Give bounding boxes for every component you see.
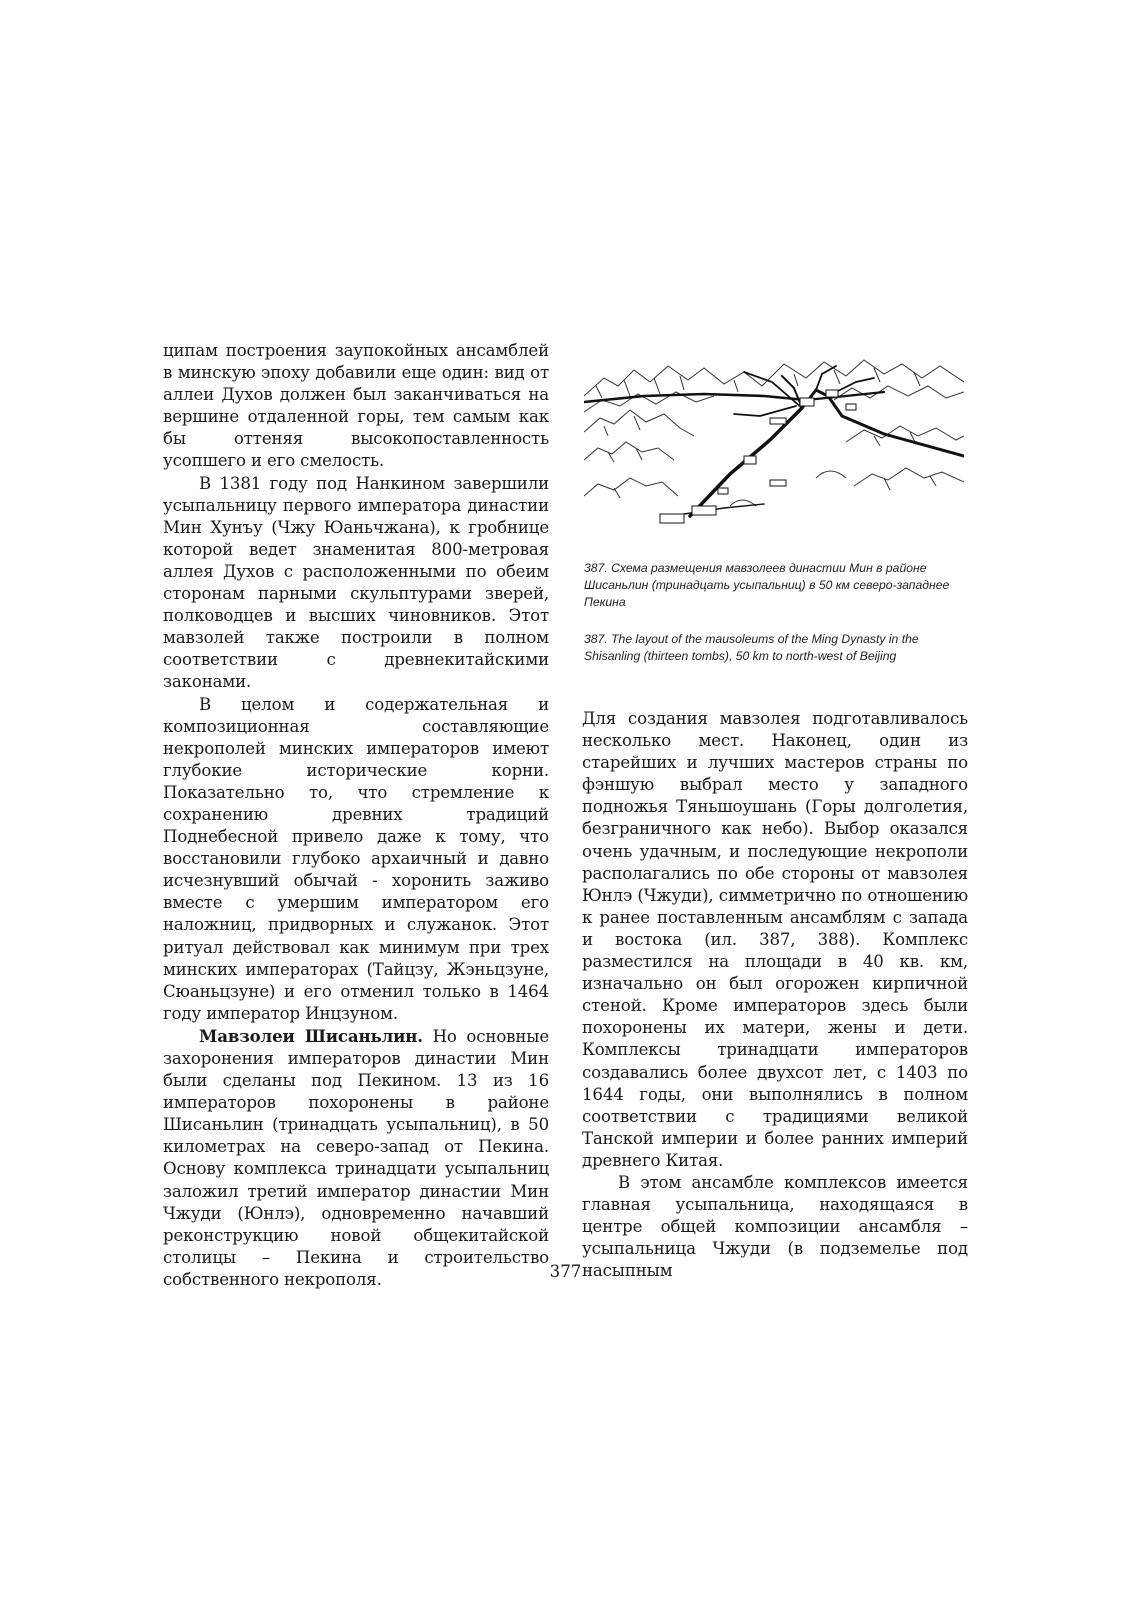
section-heading: Мавзолеи Шисаньлин. (199, 1025, 423, 1046)
paragraph-text: Но основные захоронения императоров династии Мин были сделаны под Пекином. 13 из 16 императоров похоронены в районе Шисаньлин (тринадцать усыпальниц), в 50 километрах на северо-запад от Пекина. Основу комплекса тринадцати усыпальниц заложил третий император династии Мин Чжуди (Юнлэ), одновременно начавший реконструкцию новой общекитайской столицы – Пекина и строительство собственного некрополя. (163, 1026, 549, 1289)
paragraph: В 1381 году под Нанкином завершили усыпальницу первого императора династии Мин Хунъу (Чжу Юаньчжана), к гробнице которой ведет знаменитая 800-метровая аллея Духов с расположенными по обеим сторонам парными скульптурами зверей, полководцев и высших чиновников. Этот мавзолей также построили в полном соответствии с древнекитайскими законами. (163, 473, 549, 692)
paragraph: Для создания мавзолея подготавливалось несколько мест. Наконец, один из старейших и лучших мастеров страны по фэншую выбрал место у западного подножья Тяньшоушань (Горы долголетия, безграничного как небо). Выбор оказался очень удачным, и последующие некрополи располагались по обе стороны от мавзолея Юнлэ (Чжуди), симметрично по отношению к ранее поставленным ансамблям с запада и востока (ил. 387, 388). Комплекс разместился на площади в 40 кв. км, изначально он был огорожен кирпичной стеной. Кроме императоров здесь были похоронены их матери, жены и дети. Комплексы тринадцати императоров создавались более двухсот лет, с 1403 по 1644 годы, они выполнялись в полном соответствии с традициями великой Танской империи и более ранних империй древнего Китая. (582, 709, 968, 1170)
paragraph: ципам построения заупокойных ансамблей в минскую эпоху добавили еще один: вид от аллеи Духов должен был заканчиваться на вершине отдаленной горы, тем самым как бы оттеняя высокопоставленность усопшего и его смелость. (163, 341, 549, 471)
paragraph (163, 1025, 549, 1291)
paragraph: В этом ансамбле комплексов имеется главная усыпальница, находящаяся в центре общей композиции ансамбля – усыпальница Чжуди (в подземелье под насыпным (582, 1172, 968, 1281)
figure-caption-en: 387. The layout of the mausoleums of the Ming Dynasty in the Shisanling (thirteen tombs), 50 km to north-west of Beijing (584, 632, 919, 663)
paragraph: В целом и содержательная и композиционная составляющие некрополей минских императоров имеют глубокие исторические корни. Показательно то, что стремление к сохранению древних традиций Поднебесной привело даже к тому, что восстановили глубоко архаичный и давно исчезнувший обычай - хоронить заживо вместе с умершим императором его наложниц, придворных и служанок. Этот ритуал действовал как минимум при трех минских императорах (Тайцзу, Жэньцзуне, Сюаньцзуне) и его отменил только в 1464 году император Инцзуном. (163, 694, 549, 1023)
right-text-column (582, 708, 968, 1282)
page-number: 377 (549, 1262, 582, 1281)
left-text-column (163, 340, 549, 1291)
figure-caption-ru: 387. Схема размещения мавзолеев династии Мин в районе Шисаньлин (тринадцать усыпальниц) в 50 км северо-западнее Пекина (584, 561, 950, 609)
ming-tombs-layout-illustration (584, 356, 964, 524)
